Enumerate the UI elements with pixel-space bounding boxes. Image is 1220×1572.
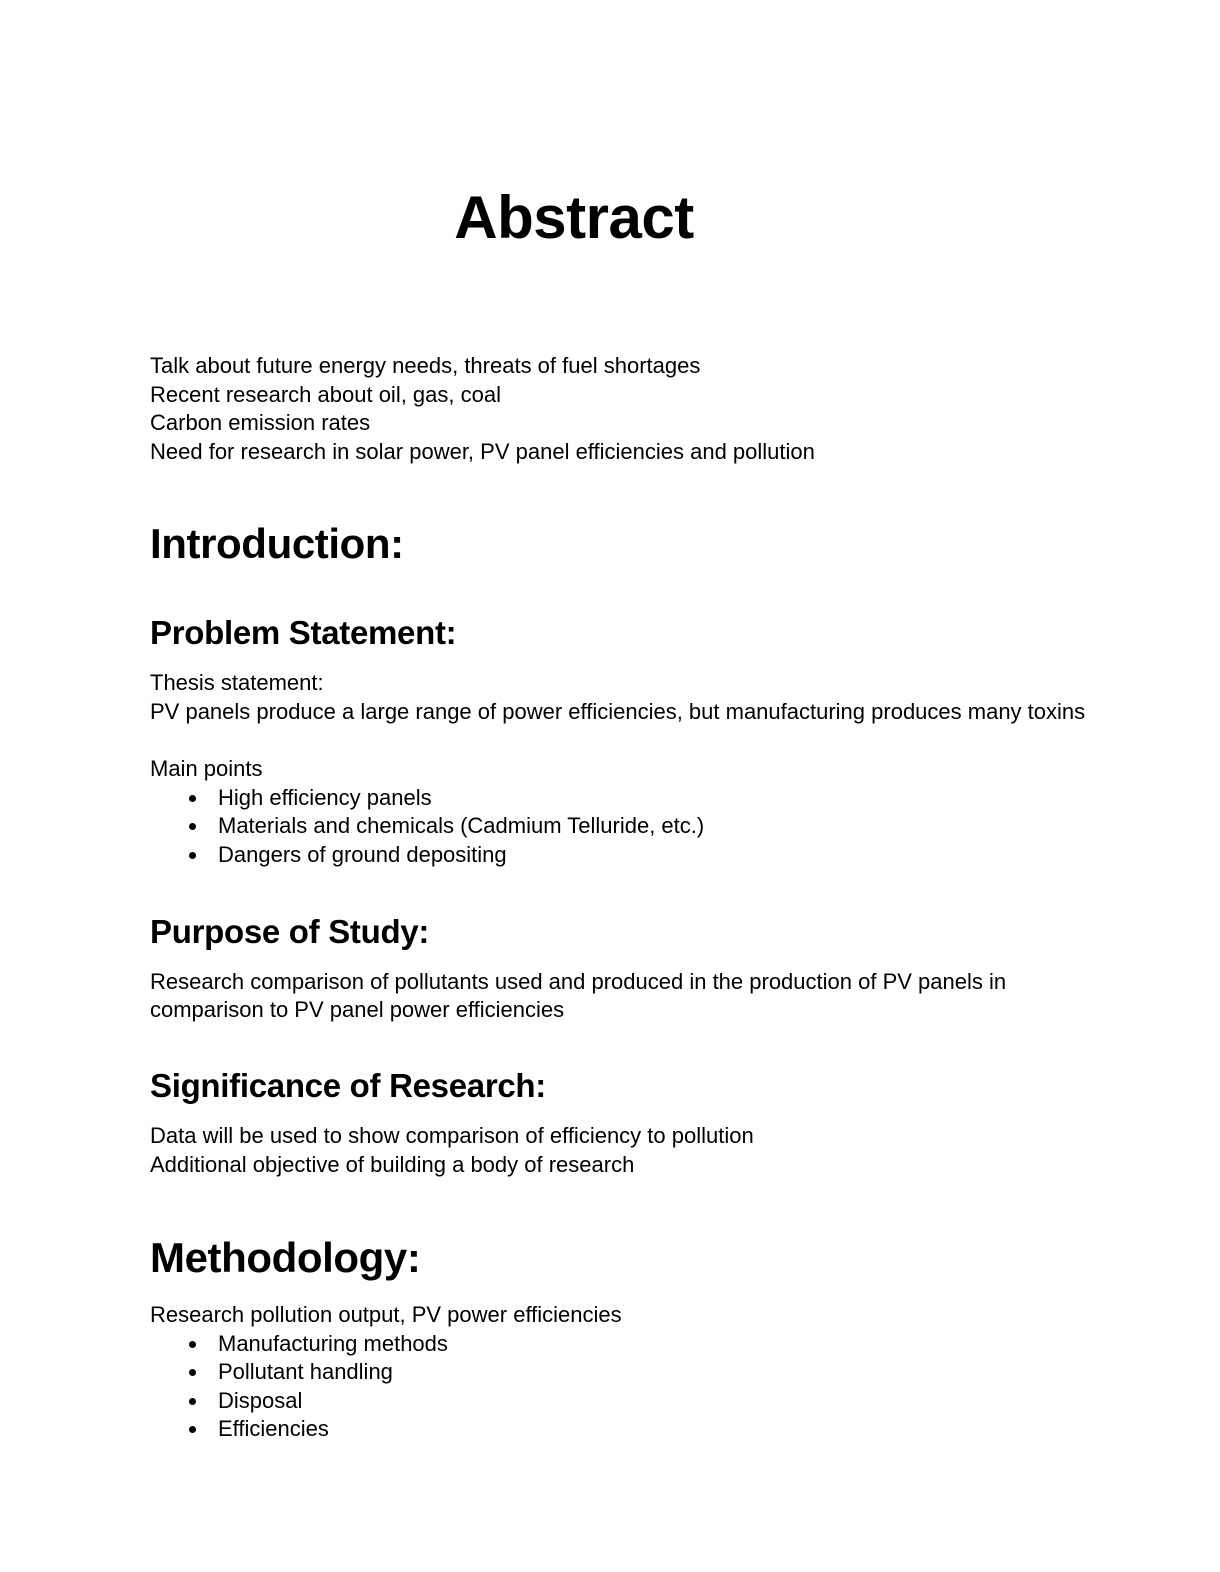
significance-line: Additional objective of building a body of research (150, 1151, 635, 1177)
section-heading-problem-statement: Problem Statement: (150, 614, 457, 652)
list-item-label: High efficiency panels (218, 784, 432, 810)
bullet-dot-icon (189, 852, 196, 859)
methodology-intro-block (150, 1301, 1090, 1330)
spacer (150, 1179, 1090, 1235)
bullet-dot-icon (189, 1341, 196, 1348)
bullet-dot-icon (189, 1369, 196, 1376)
abstract-body (150, 352, 1090, 466)
spacer (150, 466, 1090, 521)
spacer (150, 726, 1090, 755)
list-item (150, 841, 1090, 870)
spacer (150, 1281, 1090, 1301)
abstract-line: Recent research about oil, gas, coal (150, 381, 501, 407)
thesis-block (150, 669, 1090, 726)
thesis-label: Thesis statement: (150, 670, 324, 696)
abstract-line: Need for research in solar power, PV panel efficiencies and pollution (150, 438, 815, 464)
purpose-of-study-text: Research comparison of pollutants used and produced in the production of PV panels in comparison to PV panel power efficiencies (150, 968, 1007, 1023)
spacer (150, 1104, 1090, 1122)
list-item-label: Materials and chemicals (Cadmium Telluride, etc.) (218, 813, 705, 839)
abstract-line: Talk about future energy needs, threats of fuel shortages (150, 353, 701, 378)
section-heading-purpose-of-study: Purpose of Study: (150, 913, 430, 951)
list-item (150, 1387, 1090, 1416)
list-item-label: Manufacturing methods (218, 1330, 448, 1356)
list-item (150, 812, 1090, 841)
page-title: Abstract (454, 184, 694, 251)
list-item-label: Dangers of ground depositing (218, 841, 507, 867)
main-points-list (150, 784, 1090, 870)
significance-body (150, 1122, 1090, 1179)
section-heading-methodology: Methodology: (150, 1234, 421, 1282)
bullet-dot-icon (189, 795, 196, 802)
section-heading-introduction: Introduction: (150, 520, 404, 567)
list-item-label: Efficiencies (218, 1416, 329, 1442)
list-item-label: Disposal (218, 1387, 303, 1413)
list-item (150, 1330, 1090, 1359)
main-points-label-block (150, 755, 1090, 784)
main-points-label: Main points (150, 756, 263, 782)
list-item-label: Pollutant handling (218, 1359, 393, 1385)
section-heading-significance-of-research: Significance of Research: (150, 1066, 546, 1104)
significance-line: Data will be used to show comparison of efficiency to pollution (150, 1123, 754, 1149)
spacer (150, 869, 1090, 914)
list-item (150, 784, 1090, 813)
list-item (150, 1358, 1090, 1387)
methodology-list (150, 1330, 1090, 1444)
spacer (150, 651, 1090, 669)
bullet-dot-icon (189, 823, 196, 830)
spacer (150, 1025, 1090, 1068)
spacer (150, 249, 1090, 352)
bullet-dot-icon (189, 1426, 196, 1433)
thesis-text: PV panels produce a large range of power efficiencies, but manufacturing produces many toxins (150, 698, 1086, 724)
bullet-dot-icon (189, 1398, 196, 1405)
spacer (150, 567, 1090, 615)
list-item (150, 1415, 1090, 1444)
document-content (150, 0, 1090, 1444)
methodology-intro-line: Research pollution output, PV power efficiencies (150, 1302, 622, 1328)
spacer (150, 951, 1090, 968)
abstract-line: Carbon emission rates (150, 410, 371, 435)
